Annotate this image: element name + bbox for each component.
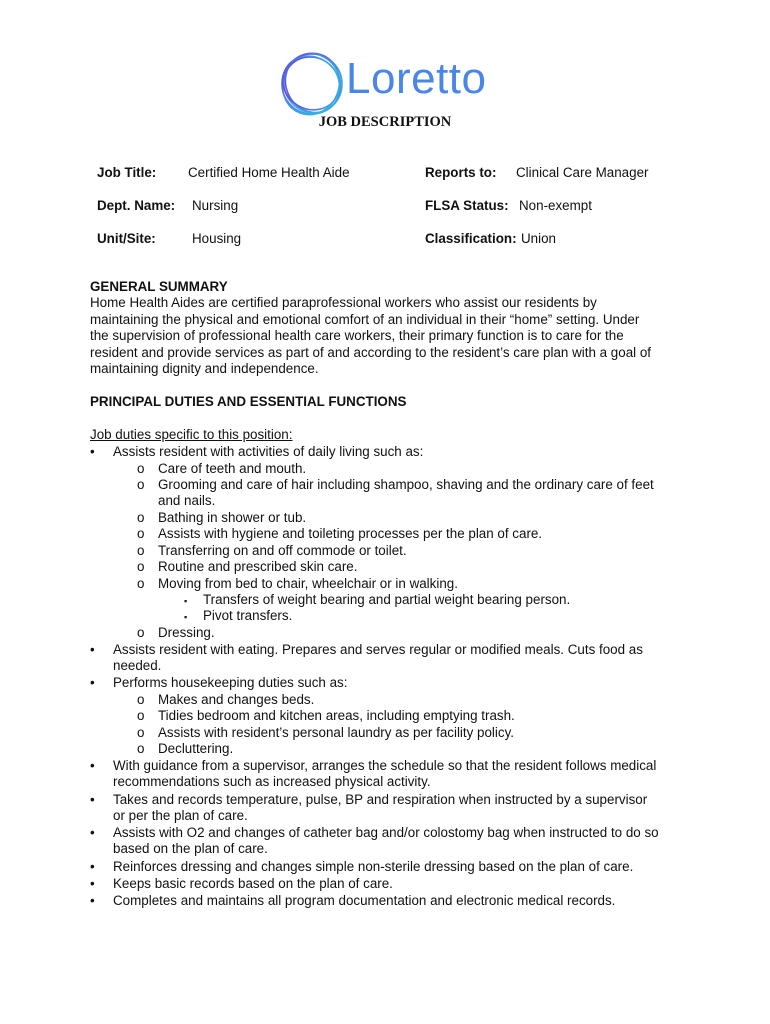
classification-label: Classification:: [425, 231, 517, 246]
duty-item-cont: based on the plan of care.: [113, 841, 268, 856]
sub-marker: o: [137, 576, 145, 591]
duty-item: Assists resident with eating. Prepares and serves regular or modified meals. Cuts food as: [113, 642, 643, 657]
duty-item: With guidance from a supervisor, arranges the schedule so that the resident follows medical: [113, 758, 657, 773]
bullet-marker: •: [90, 876, 95, 891]
duty-item: Keeps basic records based on the plan of care.: [113, 876, 393, 891]
duty-item: Assists resident with activities of daily living such as:: [113, 444, 424, 459]
sub-marker: o: [137, 543, 145, 558]
dept-label: Dept. Name:: [97, 198, 176, 213]
duty-item: Assists with O2 and changes of catheter bag and/or colostomy bag when instructed to do so: [113, 825, 659, 840]
bullet-marker: •: [90, 758, 95, 773]
sub-marker: o: [137, 725, 145, 740]
reports-to-label: Reports to:: [425, 165, 497, 180]
duty-item-cont: needed.: [113, 658, 162, 673]
duty-subitem: Routine and prescribed skin care.: [158, 559, 358, 574]
reports-to-value: Clinical Care Manager: [516, 165, 649, 180]
flsa-value: Non-exempt: [519, 198, 592, 213]
sub-marker: o: [137, 708, 145, 723]
general-summary-text: [90, 295, 690, 378]
duty-subsubitem: Transfers of weight bearing and partial weight bearing person.: [203, 592, 571, 607]
bullet-marker: •: [90, 893, 95, 908]
sub-marker: o: [137, 461, 145, 476]
duty-item: Performs housekeeping duties such as:: [113, 675, 348, 690]
duty-subsubitem: Pivot transfers.: [203, 608, 293, 623]
subsub-marker: ▪: [184, 596, 188, 606]
duty-subitem: Assists with hygiene and toileting processes per the plan of care.: [158, 526, 543, 541]
unit-label: Unit/Site:: [97, 231, 156, 246]
logo-mark-icon: [276, 48, 346, 118]
duty-subitem: Tidies bedroom and kitchen areas, including emptying trash.: [158, 708, 515, 723]
job-title-label: Job Title:: [97, 165, 157, 180]
duty-item: Completes and maintains all program documentation and electronic medical records.: [113, 893, 616, 908]
duty-item: Takes and records temperature, pulse, BP and respiration when instructed by a supervisor: [113, 792, 648, 807]
duty-subitem: Assists with resident’s personal laundry as per facility policy.: [158, 725, 514, 740]
classification-value: Union: [521, 231, 556, 246]
general-summary-heading: GENERAL SUMMARY: [90, 279, 228, 294]
flsa-label: FLSA Status:: [425, 198, 509, 213]
bullet-marker: •: [90, 859, 95, 874]
logo-wordmark: Loretto: [346, 54, 487, 103]
sub-marker: o: [137, 625, 145, 640]
summary-line: Home Health Aides are certified paraprofessional workers who assist our residents by: [90, 295, 597, 310]
duty-subitem: Dressing.: [158, 625, 215, 640]
duty-subitem: Grooming and care of hair including shampoo, shaving and the ordinary care of feet: [158, 477, 654, 492]
bullet-marker: •: [90, 642, 95, 657]
duties-intro: Job duties specific to this position:: [90, 427, 293, 442]
sub-marker: o: [137, 477, 145, 492]
summary-line: resident and provide services as part of and according to the resident’s care plan with a goal of: [90, 344, 652, 360]
sub-marker: o: [137, 559, 145, 574]
duty-item-cont: or per the plan of care.: [113, 808, 248, 823]
bullet-marker: •: [90, 675, 95, 690]
summary-line: maintaining dignity and independence.: [90, 361, 319, 376]
bullet-marker: •: [90, 825, 95, 840]
summary-line: maintaining the physical and emotional comfort of an individual in their “home” setting. Under: [90, 311, 640, 327]
loretto-logo: [276, 48, 496, 118]
sub-marker: o: [137, 510, 145, 525]
duty-subitem: Moving from bed to chair, wheelchair or in walking.: [158, 576, 458, 591]
sub-marker: o: [137, 692, 145, 707]
subsub-marker: ▪: [184, 612, 188, 622]
unit-value: Housing: [192, 231, 242, 246]
duty-subitem: Decluttering.: [158, 741, 234, 756]
duty-item: Reinforces dressing and changes simple non-sterile dressing based on the plan of care.: [113, 859, 634, 874]
duty-subitem: Bathing in shower or tub.: [158, 510, 307, 525]
document-title: JOB DESCRIPTION: [318, 114, 452, 130]
dept-value: Nursing: [192, 198, 239, 213]
summary-line: the supervision of professional health care workers, their primary function is to care for the: [90, 328, 624, 343]
duty-subitem: Makes and changes beds.: [158, 692, 315, 707]
duties-heading: PRINCIPAL DUTIES AND ESSENTIAL FUNCTIONS: [90, 394, 407, 409]
bullet-marker: •: [90, 792, 95, 807]
sub-marker: o: [137, 526, 145, 541]
duty-subitem: Transferring on and off commode or toilet.: [158, 543, 407, 558]
duty-subitem: Care of teeth and mouth.: [158, 461, 307, 476]
sub-marker: o: [137, 741, 145, 756]
job-title-value: Certified Home Health Aide: [188, 165, 350, 180]
bullet-marker: •: [90, 444, 95, 459]
duty-subitem-cont: and nails.: [158, 493, 216, 508]
duty-item-cont: recommendations such as increased physical activity.: [113, 774, 431, 789]
